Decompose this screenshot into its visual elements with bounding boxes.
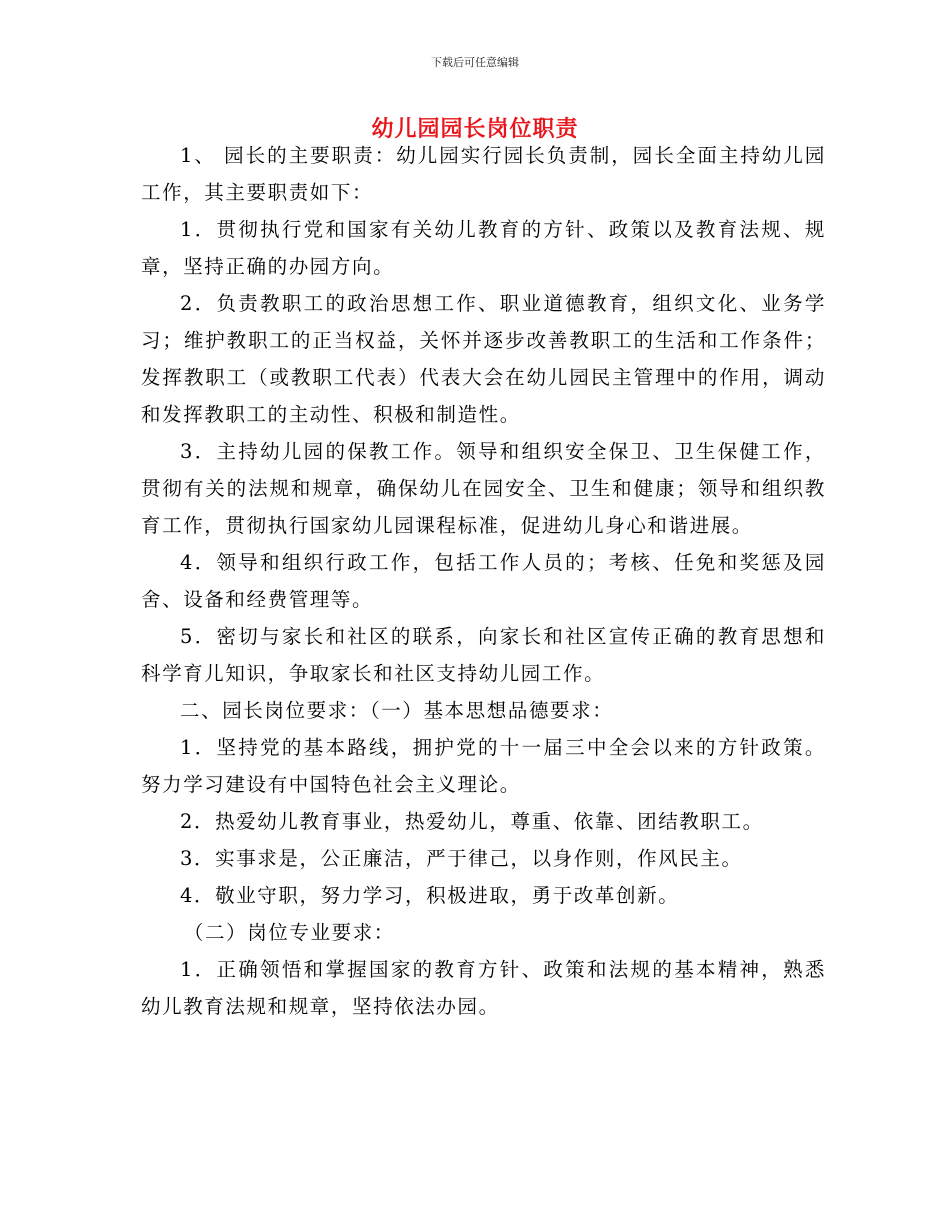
paragraph-duty-4: 4．领导和组织行政工作，包括工作人员的；考核、任免和奖惩及园舍、设备和经费管理等。 — [141, 551, 826, 611]
paragraph-requirement-2: 2．热爱幼儿教育事业，热爱幼儿，尊重、依靠、团结教职工。 — [180, 810, 764, 833]
paragraph-requirement-4: 4．敬业守职，努力学习，积极进取，勇于改革创新。 — [180, 884, 680, 907]
paragraph-requirement-1: 1．坚持党的基本路线，拥护党的十一届三中全会以来的方针政策。努力学习建设有中国特色社会主义理论。 — [141, 736, 826, 796]
paragraph-requirement-3: 3．实事求是，公正廉洁，严于律己，以身作则，作风民主。 — [180, 847, 743, 870]
paragraph-duty-3: 3．主持幼儿园的保教工作。领导和组织安全保卫、卫生保健工作，贯彻有关的法规和规章，确保幼儿在园安全、卫生和健康；领导和组织教育工作，贯彻执行国家幼儿园课程标准，促进幼儿身心和谐进展。 — [141, 440, 826, 537]
paragraph-requirements-heading: 二、园长岗位要求：（一）基本思想品德要求： — [180, 699, 614, 722]
document-title: 幼儿园园长岗位职责 — [371, 117, 579, 142]
paragraph-duty-2: 2．负责教职工的政治思想工作、职业道德教育，组织文化、业务学习；维护教职工的正当权益，关怀并逐步改善教职工的生活和工作条件；发挥教职工（或教职工代表）代表大会在幼儿园民主管理中的作用，调动和发挥教职工的主动性、积极和制造性。 — [141, 292, 826, 426]
header-note: 下载后可任意编辑 — [431, 56, 519, 69]
paragraph-duty-5: 5．密切与家长和社区的联系，向家长和社区宣传正确的教育思想和科学育儿知识，争取家长和社区支持幼儿园工作。 — [141, 625, 826, 685]
paragraph-professional-heading: （二）岗位专业要求： — [183, 921, 395, 944]
paragraph-duty-1: 1．贯彻执行党和国家有关幼儿教育的方针、政策以及教育法规、规章，坚持正确的办园方向。 — [141, 218, 826, 278]
paragraph-professional-1: 1．正确领悟和掌握国家的教育方针、政策和法规的基本精神，熟悉幼儿教育法规和规章，坚持依法办园。 — [141, 958, 826, 1018]
document-body — [141, 137, 826, 1025]
paragraph-main-duties: 1、 园长的主要职责：幼儿园实行园长负责制，园长全面主持幼儿园工作，其主要职责如下： — [141, 144, 826, 204]
